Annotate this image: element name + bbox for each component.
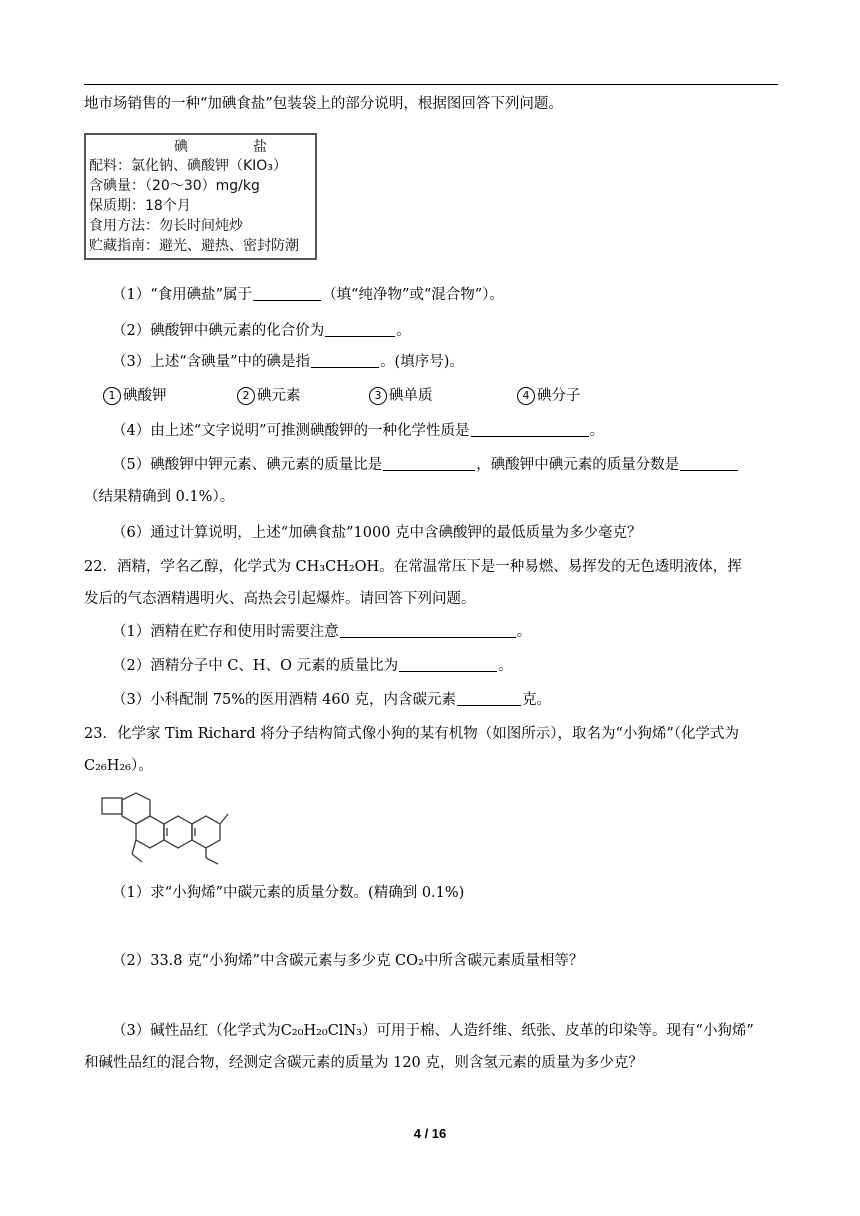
q22-part3: （3）小科配制 75%的医用酒精 460 克，内含碳元素 克。 xyxy=(112,692,551,708)
answer-blank[interactable] xyxy=(253,286,321,301)
q21-part2: （2）碘酸钾中碘元素的化合价为 。 xyxy=(112,323,411,339)
q21-part4: （4）由上述“文字说明”可推测碘酸钾的一种化学性质是 。 xyxy=(112,423,605,439)
q22-part1: （1）酒精在贮存和使用时需要注意 。 xyxy=(112,624,532,640)
q22-part2: （2）酒精分子中 C、H、O 元素的质量比为 。 xyxy=(112,658,513,674)
circled-number: 2 xyxy=(237,387,255,405)
option-3: 3 碘单质 xyxy=(369,386,433,406)
circled-number: 3 xyxy=(369,387,387,405)
salt-label-line: 保质期：18个月 xyxy=(89,198,191,214)
answer-blank[interactable] xyxy=(471,422,589,437)
salt-label-line: 食用方法：勿长时间炖炒 xyxy=(89,218,243,234)
page-number: 4 / 16 xyxy=(413,1126,447,1141)
q21-part5-note: （结果精确到 0.1%）。 xyxy=(84,489,235,505)
salt-label-title-left: 碘 xyxy=(174,139,188,155)
option-2: 2 碘元素 xyxy=(237,386,301,406)
q21-part5: （5）碘酸钾中钾元素、碘元素的质量比是 ，碘酸钾中碘元素的质量分数是 xyxy=(112,455,739,475)
intro-text: 地市场销售的一种“加碘食盐”包装袋上的部分说明，根据图回答下列问题。 xyxy=(84,96,563,112)
q23-formula: C₂₆H₂₆）。 xyxy=(84,758,153,774)
q23-part2: （2）33.8 克“小狗烯”中含碳元素与多少克 CO₂中所含碳元素质量相等？ xyxy=(112,953,584,969)
puppy-molecule-structure xyxy=(98,792,230,866)
answer-blank[interactable] xyxy=(311,353,379,368)
circled-number: 1 xyxy=(103,387,121,405)
q21-part1: （1）“食用碘盐”属于 （填“纯净物”或“混合物”）。 xyxy=(112,287,504,303)
q22-stem-cont: 发后的气态酒精遇明火、高热会引起爆炸。请回答下列问题。 xyxy=(84,591,476,607)
q23-part1: （1）求“小狗烯”中碳元素的质量分数。(精确到 0.1%) xyxy=(112,885,465,901)
answer-blank[interactable] xyxy=(399,657,497,672)
salt-label-title-right: 盐 xyxy=(253,139,267,155)
option-4: 4 碘分子 xyxy=(517,386,581,406)
salt-label-image xyxy=(84,133,317,260)
header-rule xyxy=(84,84,778,85)
q23-stem: 23．化学家 Tim Richard 将分子结构简式像小狗的某有机物（如图所示），取名为“小狗烯”（化学式为 xyxy=(84,726,740,742)
salt-label-line: 贮藏指南：避光、避热、密封防潮 xyxy=(89,238,299,254)
q21-part3: （3）上述“含碘量”中的碘是指 。(填序号)。 xyxy=(112,354,464,370)
answer-blank[interactable] xyxy=(680,456,738,471)
salt-label-line: 配料：氯化钠、碘酸钾（KIO₃） xyxy=(89,158,287,174)
q21-part6: （6）通过计算说明，上述“加碘食盐”1000 克中含碘酸钾的最低质量为多少毫克？ xyxy=(112,525,642,541)
answer-blank[interactable] xyxy=(457,691,521,706)
q22-stem: 22．酒精，学名乙醇，化学式为 CH₃CH₂OH。在常温常压下是一种易燃、易挥发的无色透明液体，挥 xyxy=(84,559,742,575)
q23-part3: （3）碱性品红（化学式为C₂₀H₂₀ClN₃）可用于棉、人造纤维、纸张、皮革的印染等。现有“小狗烯” xyxy=(112,1023,754,1039)
salt-label-line: 含碘量：（20～30）mg/kg xyxy=(89,178,260,194)
answer-blank[interactable] xyxy=(325,322,395,337)
option-1: 1 碘酸钾 xyxy=(103,386,167,406)
answer-blank[interactable] xyxy=(340,623,516,638)
q23-part3-cont: 和碱性品红的混合物，经测定含碳元素的质量为 120 克，则含氢元素的质量为多少克？ xyxy=(84,1055,643,1071)
answer-blank[interactable] xyxy=(383,456,475,471)
circled-number: 4 xyxy=(517,387,535,405)
